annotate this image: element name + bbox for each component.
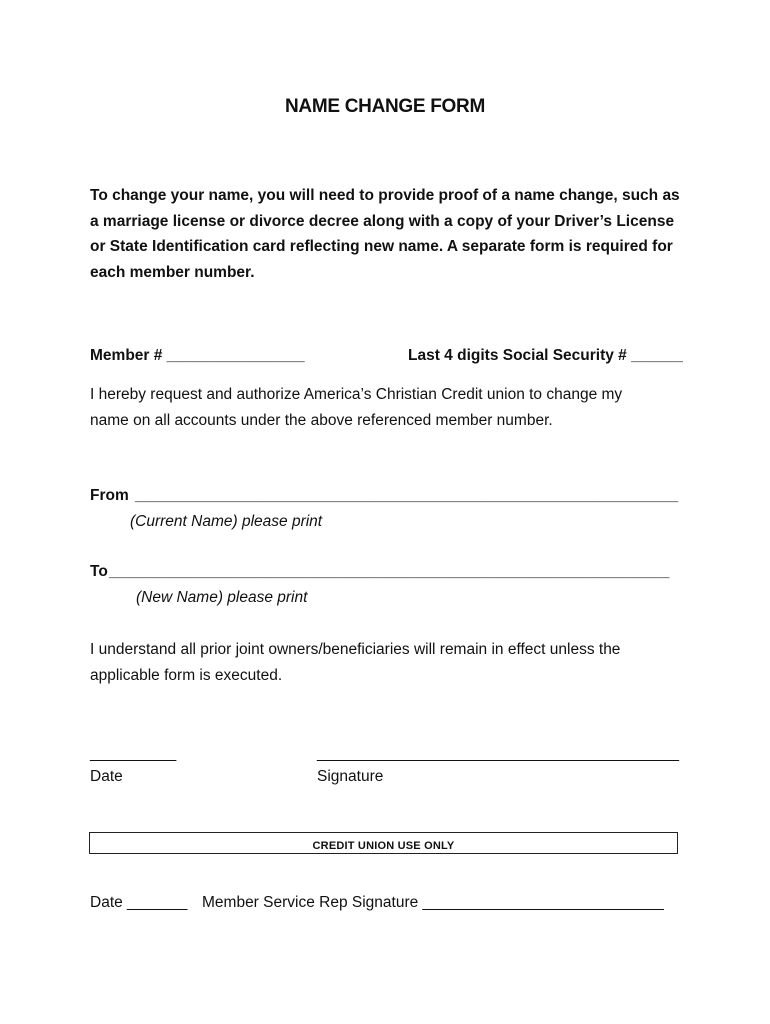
date-label: Date [90, 768, 123, 785]
current-name-field[interactable]: _______________________________________________________________ [135, 487, 679, 504]
new-name-field[interactable]: _________________________________________________________________ [109, 563, 670, 580]
page-title: NAME CHANGE FORM [285, 96, 485, 117]
credit-union-use-box [89, 832, 678, 854]
beneficiary-line: I understand all prior joint owners/beneficiaries will remain in effect unless the [90, 641, 621, 658]
current-name-hint: (Current Name) please print [130, 513, 323, 530]
authorization-line: name on all accounts under the above referenced member number. [90, 411, 553, 429]
intro-line: a marriage license or divorce decree along with a copy of your Driver’s License [90, 212, 675, 230]
authorization-paragraph [90, 382, 690, 433]
ssn-last4-field[interactable]: Last 4 digits Social Security # ______ [408, 347, 683, 364]
signature-field[interactable]: __________________________________________ [317, 745, 680, 762]
beneficiary-line: applicable form is executed. [90, 666, 283, 684]
new-name-hint: (New Name) please print [136, 589, 308, 606]
intro-paragraph [90, 183, 690, 285]
intro-line: To change your name, you will need to provide proof of a name change, such as [90, 187, 680, 204]
beneficiary-paragraph [90, 637, 690, 688]
from-label: From [90, 487, 129, 504]
authorization-line: I hereby request and authorize America’s Christian Credit union to change my [90, 386, 623, 403]
intro-line: or State Identification card reflecting new name. A separate form is required for [90, 238, 673, 255]
to-label: To [90, 563, 108, 580]
rep-date-field[interactable]: Date _______ [90, 894, 188, 911]
member-number-field[interactable]: Member # ________________ [90, 347, 305, 364]
signature-label: Signature [317, 768, 384, 785]
rep-signature-field[interactable]: Member Service Rep Signature ____________________________ [202, 894, 664, 911]
credit-union-use-label: CREDIT UNION USE ONLY [312, 840, 455, 852]
date-field[interactable]: __________ [90, 745, 177, 762]
intro-line: each member number. [90, 263, 255, 281]
